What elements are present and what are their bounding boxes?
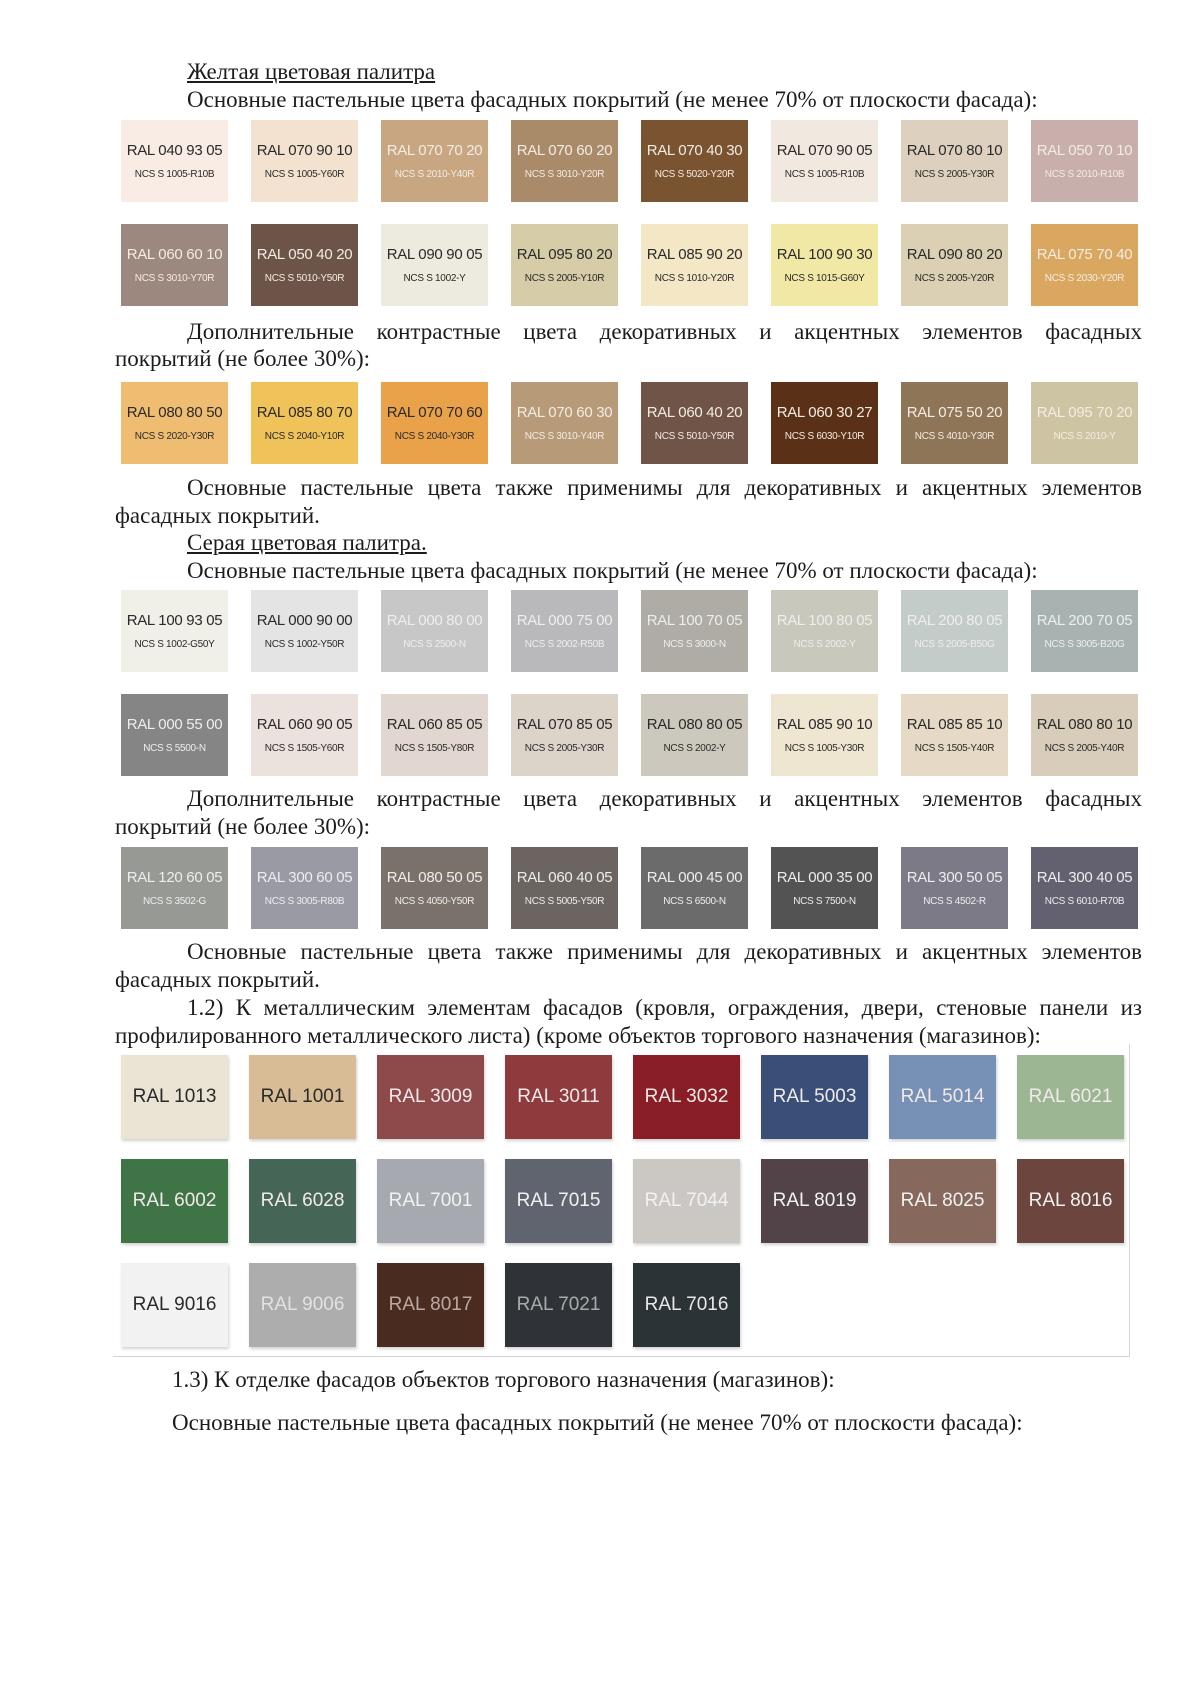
color-swatch xyxy=(1031,590,1138,672)
color-swatch xyxy=(251,120,358,202)
color-swatch xyxy=(641,382,748,464)
ncs-code: NCS S 1015-G60Y xyxy=(784,273,865,284)
ral-code: RAL 080 80 10 xyxy=(1036,716,1133,733)
ral-code: RAL 6021 xyxy=(1028,1086,1113,1107)
ncs-code: NCS S 2020-Y30R xyxy=(134,431,215,442)
shops-main-intro: Основные пастельные цвета фасадных покрытий (не менее 70% от плоскости фасада): xyxy=(172,1410,1023,1435)
metal-color-swatch xyxy=(121,1159,228,1243)
color-swatch xyxy=(901,694,1008,776)
color-swatch xyxy=(251,847,358,929)
ncs-code: NCS S 2002-R50B xyxy=(524,639,605,650)
ncs-code: NCS S 7500-N xyxy=(793,896,856,907)
ral-code: RAL 200 80 05 xyxy=(906,612,1003,629)
ral-code: RAL 070 80 10 xyxy=(906,142,1003,159)
yellow-palette-heading: Желтая цветовая палитра xyxy=(187,59,436,84)
ral-code: RAL 070 40 30 xyxy=(646,142,743,159)
shops-intro: 1.3) К отделке фасадов объектов торгового назначения (магазинов): xyxy=(172,1367,835,1392)
metal-color-swatch xyxy=(889,1159,996,1243)
ncs-code: NCS S 3010-Y20R xyxy=(524,169,605,180)
metal-color-swatch xyxy=(1017,1159,1124,1243)
ral-code: RAL 100 80 05 xyxy=(776,612,873,629)
ral-code: RAL 6002 xyxy=(132,1190,217,1211)
gray-accent-intro-line2: покрытий (не более 30%): xyxy=(115,814,371,839)
ral-code: RAL 080 80 05 xyxy=(646,716,743,733)
metal-color-swatch xyxy=(633,1055,740,1139)
ncs-code: NCS S 5020-Y20R xyxy=(654,169,735,180)
ral-code: RAL 060 40 20 xyxy=(646,404,743,421)
ral-code: RAL 080 80 50 xyxy=(126,404,223,421)
color-swatch xyxy=(251,382,358,464)
metal-color-swatch xyxy=(249,1263,356,1347)
ncs-code: NCS S 1005-Y30R xyxy=(784,743,865,754)
color-swatch xyxy=(511,847,618,929)
ral-code: RAL 070 90 05 xyxy=(776,142,873,159)
ral-code: RAL 060 60 10 xyxy=(126,246,223,263)
color-swatch xyxy=(251,694,358,776)
metal-color-swatch xyxy=(1017,1055,1124,1139)
ncs-code: NCS S 1005-Y60R xyxy=(264,169,345,180)
yellow-note-line2: фасадных покрытий. xyxy=(115,503,320,528)
metal-color-swatch xyxy=(633,1263,740,1347)
color-swatch xyxy=(1031,382,1138,464)
color-swatch xyxy=(901,590,1008,672)
ral-code: RAL 1001 xyxy=(260,1086,345,1107)
gray-accent-intro-line1: Дополнительные контрастные цвета декоративных и акцентных элементов фасадных xyxy=(187,786,1142,811)
ncs-code: NCS S 3005-R80B xyxy=(264,896,345,907)
yellow-main-intro: Основные пастельные цвета фасадных покрытий (не менее 70% от плоскости фасада): xyxy=(187,87,1038,112)
ncs-code: NCS S 2040-Y10R xyxy=(264,431,345,442)
metal-color-swatch xyxy=(633,1159,740,1243)
ral-code: RAL 000 45 00 xyxy=(646,869,743,886)
color-swatch xyxy=(1031,224,1138,306)
ral-code: RAL 050 70 10 xyxy=(1036,142,1133,159)
color-swatch xyxy=(771,590,878,672)
ncs-code: NCS S 2005-Y30R xyxy=(914,169,995,180)
metal-color-swatch xyxy=(761,1055,868,1139)
gray-main-intro: Основные пастельные цвета фасадных покрытий (не менее 70% от плоскости фасада): xyxy=(187,558,1038,583)
ral-code: RAL 075 50 20 xyxy=(906,404,1003,421)
ncs-code: NCS S 5010-Y50R xyxy=(654,431,735,442)
ncs-code: NCS S 6030-Y10R xyxy=(784,431,865,442)
color-swatch xyxy=(121,694,228,776)
ral-code: RAL 6028 xyxy=(260,1190,345,1211)
ncs-code: NCS S 1005-R10B xyxy=(134,169,215,180)
color-swatch xyxy=(771,694,878,776)
ral-code: RAL 000 75 00 xyxy=(516,612,613,629)
metal-color-swatch xyxy=(761,1159,868,1243)
color-swatch xyxy=(641,120,748,202)
color-swatch xyxy=(901,120,1008,202)
ral-code: RAL 070 70 60 xyxy=(386,404,483,421)
color-swatch xyxy=(381,120,488,202)
ral-code: RAL 120 60 05 xyxy=(126,869,223,886)
ncs-code: NCS S 4502-R xyxy=(923,896,986,907)
ral-code: RAL 300 50 05 xyxy=(906,869,1003,886)
metal-intro-line1: 1.2) К металлическим элементам фасадов (кровля, ограждения, двери, стеновые панели из xyxy=(187,995,1142,1020)
ral-code: RAL 060 30 27 xyxy=(776,404,873,421)
metal-color-swatch xyxy=(505,1055,612,1139)
metal-color-swatch xyxy=(889,1055,996,1139)
ncs-code: NCS S 3502-G xyxy=(142,896,207,907)
ncs-code: NCS S 4050-Y50R xyxy=(394,896,475,907)
ncs-code: NCS S 2005-Y40R xyxy=(1044,743,1125,754)
ral-code: RAL 8019 xyxy=(772,1190,857,1211)
ral-code: RAL 050 40 20 xyxy=(256,246,353,263)
ncs-code: NCS S 1002-G50Y xyxy=(134,639,215,650)
metal-color-swatch xyxy=(121,1055,228,1139)
ncs-code: NCS S 1002-Y xyxy=(403,273,466,284)
color-swatch xyxy=(381,590,488,672)
color-swatch xyxy=(121,590,228,672)
ral-code: RAL 040 93 05 xyxy=(126,142,223,159)
color-swatch xyxy=(641,847,748,929)
color-swatch xyxy=(641,590,748,672)
ral-code: RAL 7001 xyxy=(388,1190,473,1211)
ncs-code: NCS S 2500-N xyxy=(403,639,466,650)
ral-code: RAL 000 35 00 xyxy=(776,869,873,886)
color-swatch xyxy=(251,224,358,306)
yellow-accent-intro-line2: покрытий (не более 30%): xyxy=(115,346,371,371)
metal-color-swatch xyxy=(505,1159,612,1243)
ncs-code: NCS S 1505-Y80R xyxy=(394,743,475,754)
ncs-code: NCS S 5005-Y50R xyxy=(524,896,605,907)
ral-code: RAL 070 60 20 xyxy=(516,142,613,159)
ncs-code: NCS S 2040-Y30R xyxy=(394,431,475,442)
color-swatch xyxy=(901,847,1008,929)
color-swatch xyxy=(771,120,878,202)
ncs-code: NCS S 2002-Y xyxy=(793,639,856,650)
ncs-code: NCS S 1010-Y20R xyxy=(654,273,735,284)
ral-code: RAL 070 70 20 xyxy=(386,142,483,159)
color-swatch xyxy=(121,224,228,306)
color-swatch xyxy=(511,224,618,306)
yellow-note-line1: Основные пастельные цвета также применимы для декоративных и акцентных элементов xyxy=(187,475,1142,500)
color-swatch xyxy=(381,224,488,306)
metal-color-swatch xyxy=(377,1159,484,1243)
color-swatch xyxy=(381,847,488,929)
ral-code: RAL 5003 xyxy=(772,1086,857,1107)
color-swatch xyxy=(381,694,488,776)
ral-code: RAL 095 80 20 xyxy=(516,246,613,263)
ncs-code: NCS S 2005-Y10R xyxy=(524,273,605,284)
ncs-code: NCS S 3010-Y40R xyxy=(524,431,605,442)
ncs-code: NCS S 2030-Y20R xyxy=(1044,273,1125,284)
ral-code: RAL 085 90 10 xyxy=(776,716,873,733)
metal-color-swatch xyxy=(377,1263,484,1347)
color-swatch xyxy=(511,694,618,776)
color-swatch xyxy=(511,120,618,202)
ncs-code: NCS S 2005-Y20R xyxy=(914,273,995,284)
ncs-code: NCS S 2010-R10B xyxy=(1044,169,1125,180)
yellow-accent-intro-line1: Дополнительные контрастные цвета декоративных и акцентных элементов фасадных xyxy=(187,319,1142,344)
metal-color-swatch xyxy=(249,1159,356,1243)
ncs-code: NCS S 1505-Y60R xyxy=(264,743,345,754)
ral-code: RAL 000 55 00 xyxy=(126,716,223,733)
ral-code: RAL 085 90 20 xyxy=(646,246,743,263)
color-swatch xyxy=(381,382,488,464)
color-swatch xyxy=(771,382,878,464)
ncs-code: NCS S 5500-N xyxy=(143,743,206,754)
ral-code: RAL 300 40 05 xyxy=(1036,869,1133,886)
metal-color-swatch xyxy=(249,1055,356,1139)
ral-code: RAL 090 80 20 xyxy=(906,246,1003,263)
metal-color-swatch xyxy=(121,1263,228,1347)
ral-code: RAL 060 85 05 xyxy=(386,716,483,733)
ral-code: RAL 3009 xyxy=(388,1086,473,1107)
color-swatch xyxy=(121,382,228,464)
ral-code: RAL 060 90 05 xyxy=(256,716,353,733)
metal-color-swatch xyxy=(377,1055,484,1139)
color-swatch xyxy=(771,847,878,929)
ral-code: RAL 090 90 05 xyxy=(386,246,483,263)
ral-code: RAL 080 50 05 xyxy=(386,869,483,886)
color-swatch xyxy=(511,590,618,672)
ral-code: RAL 300 60 05 xyxy=(256,869,353,886)
color-swatch xyxy=(121,847,228,929)
ral-code: RAL 7015 xyxy=(516,1190,601,1211)
ncs-code: NCS S 2010-Y xyxy=(1053,431,1116,442)
ral-code: RAL 070 90 10 xyxy=(256,142,353,159)
ral-code: RAL 100 70 05 xyxy=(646,612,743,629)
ral-code: RAL 200 70 05 xyxy=(1036,612,1133,629)
color-swatch xyxy=(1031,694,1138,776)
ral-code: RAL 085 85 10 xyxy=(906,716,1003,733)
gray-note-line1: Основные пастельные цвета также применимы для декоративных и акцентных элементов xyxy=(187,939,1142,964)
ncs-code: NCS S 2002-Y xyxy=(663,743,726,754)
ncs-code: NCS S 2005-B50G xyxy=(914,639,995,650)
ral-code: RAL 1013 xyxy=(132,1086,217,1107)
color-swatch xyxy=(901,382,1008,464)
ncs-code: NCS S 1005-R10B xyxy=(784,169,865,180)
color-swatch xyxy=(1031,120,1138,202)
color-swatch xyxy=(901,224,1008,306)
ncs-code: NCS S 2010-Y40R xyxy=(394,169,475,180)
ral-code: RAL 8016 xyxy=(1028,1190,1113,1211)
gray-palette-heading: Серая цветовая палитра. xyxy=(187,530,427,555)
ncs-code: NCS S 1002-Y50R xyxy=(264,639,345,650)
ral-code: RAL 060 40 05 xyxy=(516,869,613,886)
ral-code: RAL 070 85 05 xyxy=(516,716,613,733)
ral-code: RAL 085 80 70 xyxy=(256,404,353,421)
ral-code: RAL 9006 xyxy=(260,1294,345,1315)
color-swatch xyxy=(641,694,748,776)
ral-code: RAL 100 90 30 xyxy=(776,246,873,263)
ral-code: RAL 3032 xyxy=(644,1086,729,1107)
ncs-code: NCS S 6010-R70B xyxy=(1044,896,1125,907)
ncs-code: NCS S 6500-N xyxy=(663,896,726,907)
ral-code: RAL 8017 xyxy=(388,1294,473,1315)
ral-code: RAL 7044 xyxy=(644,1190,729,1211)
ncs-code: NCS S 3005-B20G xyxy=(1044,639,1125,650)
ral-code: RAL 075 70 40 xyxy=(1036,246,1133,263)
metal-intro-line2: профилированного металлического листа) (кроме объектов торгового назначения (магазинов): xyxy=(115,1023,1041,1048)
color-swatch xyxy=(771,224,878,306)
ral-code: RAL 9016 xyxy=(132,1294,217,1315)
gray-note-line2: фасадных покрытий. xyxy=(115,967,320,992)
color-swatch xyxy=(251,590,358,672)
ral-code: RAL 3011 xyxy=(517,1086,600,1107)
metal-color-swatch xyxy=(505,1263,612,1347)
ral-code: RAL 000 90 00 xyxy=(256,612,353,629)
color-swatch xyxy=(1031,847,1138,929)
ral-code: RAL 8025 xyxy=(900,1190,985,1211)
ncs-code: NCS S 3010-Y70R xyxy=(134,273,215,284)
ral-code: RAL 070 60 30 xyxy=(516,404,613,421)
ral-code: RAL 100 93 05 xyxy=(126,612,223,629)
ral-code: RAL 7021 xyxy=(516,1294,601,1315)
ncs-code: NCS S 3000-N xyxy=(663,639,726,650)
ral-code: RAL 000 80 00 xyxy=(386,612,483,629)
ral-code: RAL 7016 xyxy=(644,1294,729,1315)
ncs-code: NCS S 2005-Y30R xyxy=(524,743,605,754)
ncs-code: NCS S 4010-Y30R xyxy=(914,431,995,442)
color-swatch xyxy=(641,224,748,306)
ral-code: RAL 5014 xyxy=(900,1086,985,1107)
ncs-code: NCS S 5010-Y50R xyxy=(264,273,345,284)
color-swatch xyxy=(511,382,618,464)
ncs-code: NCS S 1505-Y40R xyxy=(914,743,995,754)
ral-code: RAL 095 70 20 xyxy=(1036,404,1133,421)
color-swatch xyxy=(121,120,228,202)
